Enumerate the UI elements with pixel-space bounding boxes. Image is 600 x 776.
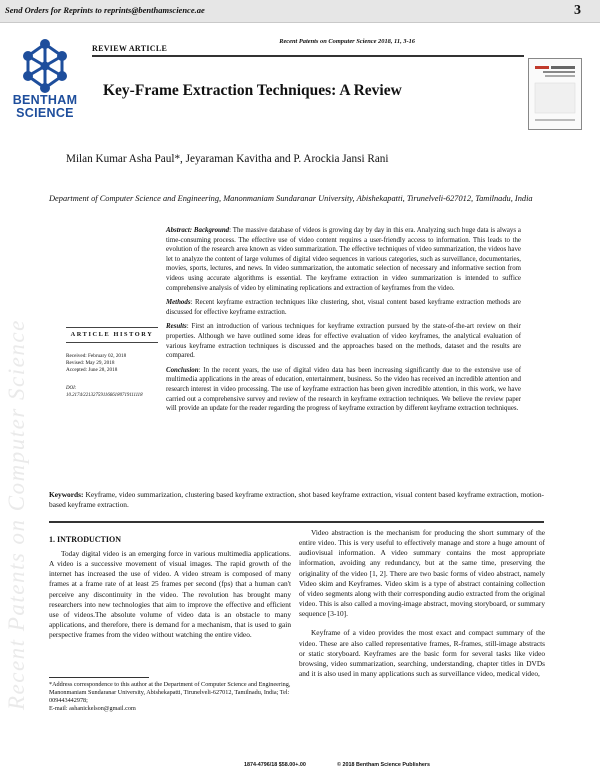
abstract-methods <box>166 298 521 317</box>
journal-cover-thumbnail <box>528 58 582 130</box>
intro-paragraph-1: Today digital video is an emerging force in various multimedia applications. A video is a successive movement of visual images. The rapid growth of the internet has increased the use of video. A video stream is composed of many frames at a frame rate of at least 25 frames per second (fps) that a human can't perceive any discontinuity in the video. The revolution has brought many researchers into new technologies that aim to improve the effective and efficient use of videos.The absolute volume of video data is an obstacle to many applications, and therefore, there is demand for a mechanism, that is used to gain perspective frames from the video without watching the entire video. <box>49 549 291 640</box>
reprints-notice: Send Orders for Reprints to reprints@benthamscience.ae <box>5 5 205 15</box>
abstract-results-text: : First an introduction of various techniques for keyframe extraction pursued by the state-of-the-art review on their properties. Although we have outlined some ideas for effective evaluation of video keyframes, the analytical evaluation of various keyframe extraction techniques is discussed and the approaches based on the methods, dataset and the results are compared. <box>166 323 521 360</box>
abstract <box>166 226 521 419</box>
received-date: Received: February 02, 2018 <box>66 353 127 359</box>
correspondence-footnote <box>49 681 291 713</box>
journal-watermark: Recent Patents on Computer Science <box>4 319 29 710</box>
article-type-label: REVIEW ARTICLE <box>92 44 168 53</box>
keywords <box>49 490 544 511</box>
page-number: 3 <box>574 3 581 18</box>
abstract-methods-text: : Recent keyframe extraction techniques like clustering, shot, visual content based keyframe extraction methods are discussed for effective keyframe extraction. <box>166 299 521 316</box>
article-history-heading: ARTICLE HISTORY <box>66 327 158 343</box>
doi-link[interactable]: 10.2174/2213275911666180719111118 <box>66 392 143 398</box>
footer-copyright: © 2018 Bentham Science Publishers <box>337 762 430 768</box>
keywords-label: Keywords: <box>49 490 84 499</box>
bentham-science-logo <box>4 38 86 120</box>
abstract-background <box>166 226 521 293</box>
intro-paragraph-2: Video abstraction is the mechanism for producing the short summary of the entire video. This is very useful to effectively manage and store a huge amount of audiovisual information. A video summary contains the most appropriate information, avoiding any redundancy, but at the same time, preserving the originality of the video [1, 2]. There are two basic forms of video abstract, namely Video skim and Keyframes. Video skim is a type of abstract containing collection of video segments along with their corresponding audio extracted from the original video. This is also called a moving-image abstract, moving storyboard, or summary sequence [3-10]. <box>299 528 545 619</box>
abstract-conclusion-text: : In the recent years, the use of digital video data has been increasing significantly due to the extensive use of multimedia applications in the areas of education, entertainment, business. So the video has received an incredible attention and research interest in video processing. The use of keyframe extraction has been given incredible attention, in this work, we have carried out a comprehensive survey and review of the research in keyframe extraction techniques. We believe the review paper will provide an update for the reader regarding the progress of keyframe extraction by different keyframe extraction techniques. <box>166 366 521 413</box>
author-affiliation: Department of Computer Science and Engineering, Manonmaniam Sundaranar University, Abishekapatti, Tirunelveli-627012, Tamilnadu, India <box>49 194 533 203</box>
introduction-heading: 1. INTRODUCTION <box>49 535 122 544</box>
revised-date: Revised: May 29, 2018 <box>66 360 115 366</box>
molecule-icon <box>18 38 72 94</box>
abstract-results-label: Results <box>166 323 187 331</box>
abstract-results <box>166 322 521 360</box>
abstract-background-label: Abstract: Background <box>166 227 230 234</box>
body-column-right <box>299 528 545 688</box>
footer-issn: 1874-4796/18 $58.00+.00 <box>244 762 306 768</box>
article-history-dates <box>66 353 158 374</box>
keywords-divider <box>49 521 544 523</box>
logo-text-line2: SCIENCE <box>16 106 74 120</box>
doi-label: DOI: <box>66 386 77 391</box>
header-divider <box>92 55 524 57</box>
doi-block <box>66 386 158 399</box>
accepted-date: Accepted: June 28, 2018 <box>66 367 118 373</box>
footnote-divider <box>49 677 149 678</box>
footnote-text: *Address correspondence to this author at the Department of Computer Science and Engineering, Manonmaniam Sundaranar University, Abishekapatti, Tirunelveli-627012, Tamilnadu, India; Tel: 009443442978; <box>49 681 291 704</box>
article-history-box <box>66 327 158 457</box>
abstract-background-text: : The massive database of videos is growing day by day in this era. Analyzing such huge data is always a time-consuming process. The effective use of video content requires a user-friendly access to information. This leads to the evolution of the research area known as video summarization. The effective techniques of video summarization, the videos have let to analyze the content of large volumes of digital video sequences in various categories, such as surveillance, documentaries, movies, sports, lectures, and news. In video summarization, the automatic selection of necessary and informative section from videos using accurate algorithms is essential. The keyframe extraction in video summarization is intended to suffice comprehensive analysis of video by eliminating replications and extraction of keyframes from the video. <box>166 227 521 292</box>
correspondence-email[interactable]: E-mail: ashanickelson@gmail.com <box>49 704 136 712</box>
keywords-text: Keyframe, video summarization, clustering based keyframe extraction, shot based keyframe extraction, visual content based keyframe extraction, motion-based keyframe extraction. <box>49 490 544 510</box>
intro-paragraph-3: Keyframe of a video provides the most exact and compact summary of the video. These are also called representative frames, R-frames, still-image abstracts or static storyboard. Keyframes are the basic form for several tasks like video browsing, video summarization, searching, understanding, chapter titles in DVDs and it is also used in many applications such as surveillance video, medical video, <box>299 628 545 679</box>
author-list: Milan Kumar Asha Paul*, Jeyaraman Kavitha and P. Arockia Jansi Rani <box>66 153 389 165</box>
abstract-conclusion-label: Conclusion <box>166 366 199 374</box>
article-title: Key-Frame Extraction Techniques: A Review <box>103 82 402 99</box>
logo-text-line1: BENTHAM <box>12 93 78 107</box>
abstract-conclusion <box>166 366 521 414</box>
abstract-methods-label: Methods <box>166 299 191 307</box>
body-column-left <box>49 549 291 640</box>
journal-citation: Recent Patents on Computer Science 2018, 11, 3-16 <box>279 38 415 45</box>
